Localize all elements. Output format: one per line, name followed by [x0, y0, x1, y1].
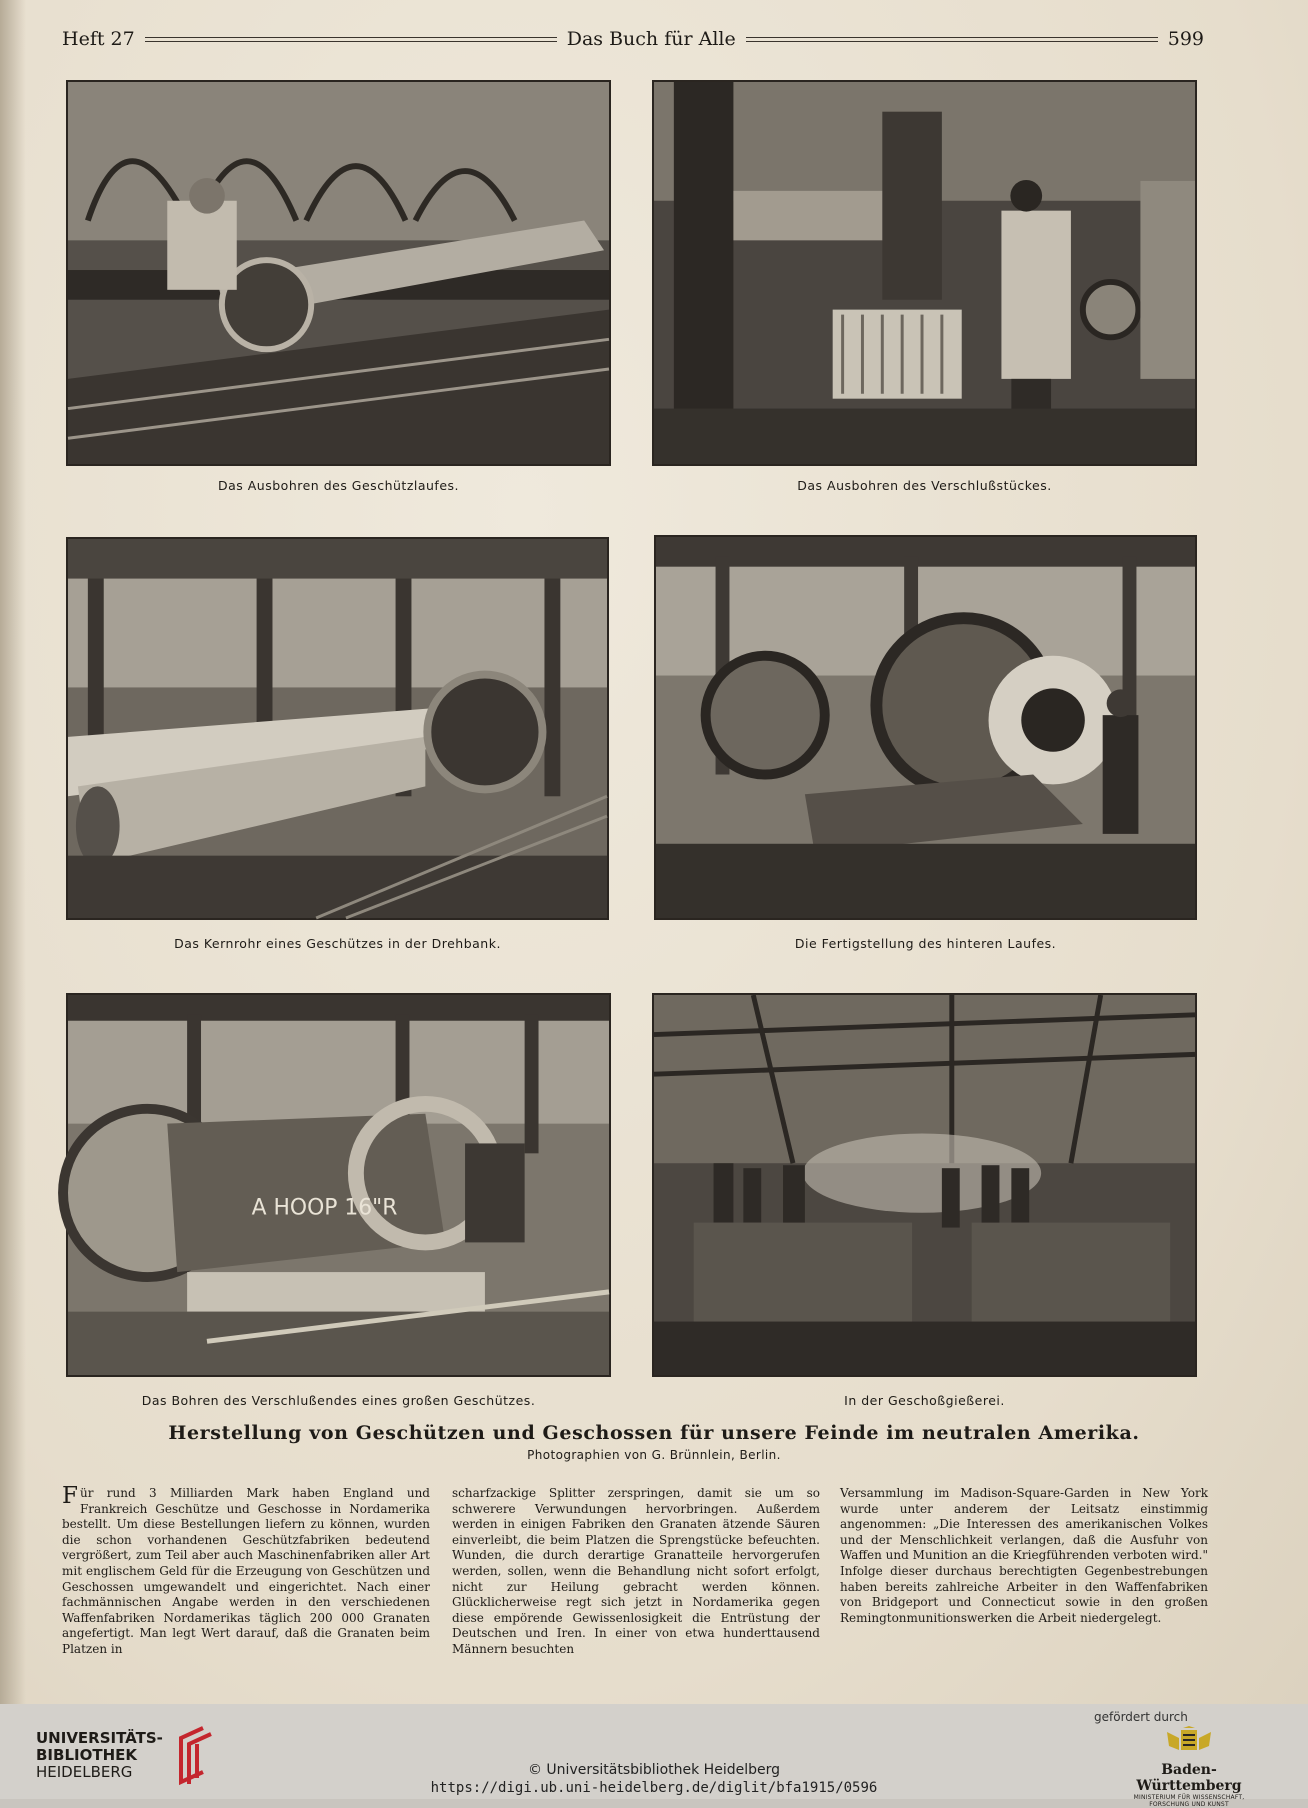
article-column-2: [452, 1486, 820, 1658]
caption-2: Das Ausbohren des Verschlußstückes.: [797, 478, 1052, 493]
funder-name: Baden-Württemberg: [1136, 1762, 1242, 1794]
funder-ministry: MINISTERIUM FÜR WISSENSCHAFT, FORSCHUNG UND KUNST: [1133, 1794, 1245, 1808]
photo-barrel-boring: [66, 80, 611, 466]
header-rule-right: [746, 37, 1158, 42]
article-paragraph-3: Versammlung im Madison-Square-Garden in New York wurde unter anderem der Leitsatz einstimmig angenommen: „Die Interessen des amerikanischen Volkes und der Menschlichkeit verlangen, daß die Ausfuhr von Waffen und Munition an die Kriegführenden verboten wird." Infolge dieser durchaus berechtigten Gegenbestrebungen haben bereits zahlreiche Arbeiter in den Waffenfabriken von Bridgeport und Connecticut sowie in den großen Remingtonmunitionswerken die Arbeit niedergelegt.: [840, 1486, 1208, 1625]
page-number: 599: [1167, 28, 1205, 50]
caption-4: Die Fertigstellung des hinteren Laufes.: [794, 936, 1057, 951]
caption-6: In der Geschoßgießerei.: [844, 1393, 1005, 1408]
issue-label: Heft 27: [62, 28, 135, 50]
photo-breech-end: [66, 993, 611, 1377]
article-column-3: [840, 1486, 1208, 1626]
inscription-a-hoop: A HOOP 16"R: [251, 1195, 398, 1221]
photo-inner-tube-lathe: [66, 537, 609, 920]
photo-rear-barrel: [654, 535, 1197, 920]
library-line-1: UNIVERSITÄTS-: [36, 1728, 163, 1747]
viewer-footer: [0, 1704, 1308, 1808]
permalink-url[interactable]: https://digi.ub.uni-heidelberg.de/diglit/bfa1915/0596: [430, 1780, 878, 1796]
header-rule-left: [145, 37, 557, 42]
photo-shell-foundry: [652, 993, 1197, 1377]
magazine-title: Das Buch für Alle: [566, 28, 736, 50]
coat-of-arms-icon: [1161, 1726, 1217, 1756]
article-paragraph-1: Für rund 3 Milliarden Mark haben England und Frankreich Geschütze und Geschosse in Nordamerika bestellt. Um diese Bestellungen liefern zu können, wurden die schon vorhandenen Geschützfabriken bedeutend vergrößert, zum Teil aber auch Maschinenfabriken aller Art mit englischem Geld für die Erzeugung von Geschützen und Geschossen umgewandelt und eingerichtet. Nach einer fachmännischen Angabe werden in den verschiedenen Waffenfabriken Nordamerikas täglich 200 000 Granaten angefertigt. Man legt Wert darauf, daß die Granaten beim Platzen in: [62, 1483, 430, 1656]
article-title: Herstellung von Geschützen und Geschossen für unsere Feinde im neutralen Amerika.: [168, 1422, 1140, 1444]
photo-credit: Photographien von G. Brünnlein, Berlin.: [527, 1448, 781, 1462]
page-header: [62, 26, 1204, 52]
caption-1: Das Ausbohren des Geschützlaufes.: [217, 478, 460, 493]
caption-3: Das Kernrohr eines Geschützes in der Drehbank.: [174, 936, 501, 951]
photo-breech-boring: [652, 80, 1197, 466]
article-column-1: [62, 1483, 430, 1658]
caption-5: Das Bohren des Verschlußendes eines großen Geschützes.: [141, 1393, 536, 1408]
library-line-2: BIBLIOTHEK: [36, 1745, 137, 1764]
funded-by-label: gefördert durch: [1094, 1710, 1188, 1724]
article-paragraph-2: scharfzackige Splitter zerspringen, damit sie um so schwerere Verwundungen hervorbringen. Außerdem werden in einigen Fabriken den Granaten ätzende Säuren einverleibt, die beim Platzen die Sprengstücke befeuchten. Wunden, die durch derartige Granatteile hervorgerufen werden, sollen, wenn die Behandlung nicht sofort erfolgt, nicht zur Heilung gebracht werden können. Glücklicherweise regt sich jetzt in Nordamerika gegen diese empörende Gewissenlosigkeit die Entrüstung der Deutschen und Iren. In einer von etwa hunderttausend Männern besuchten: [452, 1486, 820, 1656]
copyright-notice: © Universitätsbibliothek Heidelberg: [527, 1762, 780, 1778]
library-line-3: HEIDELBERG: [36, 1762, 133, 1781]
